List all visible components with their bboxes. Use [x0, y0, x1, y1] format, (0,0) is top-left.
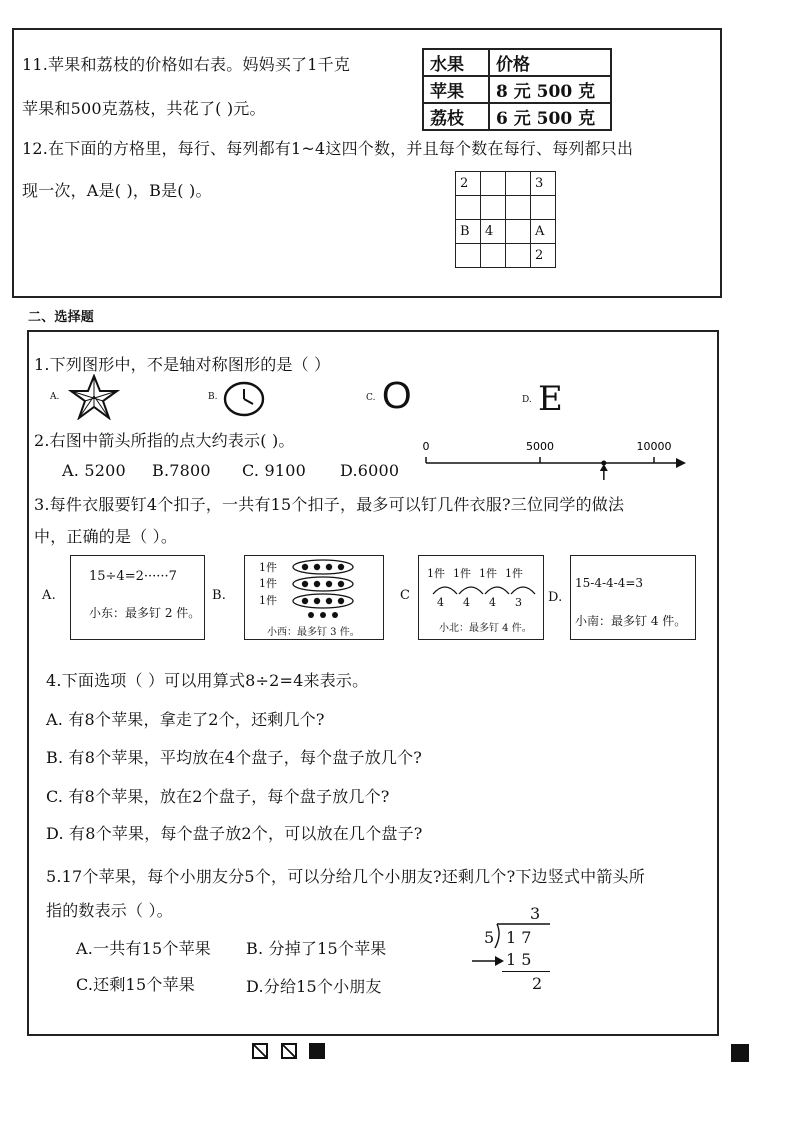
grid-cell — [456, 196, 481, 220]
price-cell: 价格 — [489, 49, 611, 76]
grid-cell: 2 — [531, 244, 556, 268]
tick-label: 5000 — [526, 440, 554, 453]
grid-cell: B — [456, 220, 481, 244]
grid-cell — [481, 196, 506, 220]
grid-cell — [506, 220, 531, 244]
price-table — [422, 48, 612, 131]
q1-text: 1.下列图形中，不是轴对称图形的是（ ） — [34, 355, 331, 374]
b-caption: 小西：最多钉 3 件。 — [267, 627, 360, 638]
q3-option-a-box — [70, 555, 205, 640]
d-caption: 小南：最多钉 4 件。 — [575, 614, 687, 628]
q1-label-b: B. — [208, 392, 218, 402]
star-icon — [68, 374, 120, 420]
tick-label: 10000 — [636, 440, 672, 453]
q3-label-b: B. — [212, 588, 227, 603]
grid-cell: 4 — [481, 220, 506, 244]
grid-cell — [506, 196, 531, 220]
c-item-label: 1件 — [479, 567, 497, 580]
q1-label-d: D. — [522, 395, 532, 405]
c-number: 4 — [463, 596, 470, 609]
q3-option-c-box — [418, 555, 544, 640]
q2-option-c: C. 9100 — [242, 461, 306, 480]
number-line — [404, 436, 694, 482]
c-item-label: 1件 — [453, 567, 471, 580]
price-cell: 8 元 500 克 — [489, 76, 611, 103]
grid-cell: 3 — [531, 172, 556, 196]
price-cell: 6 元 500 克 — [489, 103, 611, 130]
grid-cell — [506, 244, 531, 268]
q2-option-b: B.7800 — [152, 461, 211, 480]
q11-line2: 苹果和500克荔枝，共花了( )元。 — [22, 99, 266, 118]
a-caption: 小东：最多钉 2 件。 — [89, 606, 201, 620]
hatched-square-icon — [281, 1043, 297, 1059]
division-divisor: 5 — [484, 928, 495, 947]
number-grid — [455, 171, 556, 268]
d-calc: 15-4-4-4=3 — [575, 576, 644, 590]
hatched-square-icon — [252, 1043, 268, 1059]
c-item-label: 1件 — [427, 567, 445, 580]
c-number: 4 — [489, 596, 496, 609]
q2-option-d: D.6000 — [340, 461, 400, 480]
price-cell: 苹果 — [423, 76, 489, 103]
division-product: 1 5 — [506, 950, 532, 969]
grid-cell — [531, 196, 556, 220]
c-number: 4 — [437, 596, 444, 609]
q5-option-c: C.还剩15个苹果 — [76, 975, 195, 994]
c-number: 3 — [515, 596, 522, 609]
filled-square-icon — [731, 1044, 749, 1062]
q5-option-a: A.一共有15个苹果 — [76, 939, 212, 958]
filled-square-icon — [309, 1043, 325, 1059]
grid-cell — [506, 172, 531, 196]
q3-label-a: A. — [42, 588, 56, 603]
grid-cell — [481, 172, 506, 196]
q2-option-a: A. 5200 — [62, 461, 126, 480]
b-item-label: 1件 — [259, 577, 277, 590]
q3-option-d-box — [570, 555, 696, 640]
q1-label-a: A. — [50, 392, 60, 402]
division-line — [502, 971, 550, 972]
q3-label-d: D. — [548, 590, 563, 605]
arrow-right-icon — [470, 954, 506, 968]
grid-cell — [456, 244, 481, 268]
q5-line1: 5.17个苹果，每个小朋友分5个，可以分给几个小朋友?还剩几个?下边竖式中箭头所 — [46, 867, 645, 886]
q12-line1: 12.在下面的方格里，每行、每列都有1~4这四个数，并且每个数在每行、每列都只出 — [22, 139, 634, 158]
q5-option-d: D.分给15个小朋友 — [246, 977, 382, 996]
q4-option-a: A. 有8个苹果，拿走了2个，还剩几个? — [46, 710, 325, 729]
arcs-icon — [429, 578, 539, 598]
q5-line2: 指的数表示（ ）。 — [46, 901, 173, 920]
b-item-label: 1件 — [259, 594, 277, 607]
letter-e: E — [538, 379, 563, 419]
clock-icon — [222, 380, 266, 418]
q4-option-b: B. 有8个苹果，平均放在4个盘子，每个盘子放几个? — [46, 748, 423, 767]
grid-cell: A — [531, 220, 556, 244]
q11-line1: 11.苹果和荔枝的价格如右表。妈妈买了1千克 — [22, 55, 351, 74]
button-groups-icon — [287, 558, 377, 620]
q3-line2: 中，正确的是（ ）。 — [34, 527, 178, 546]
a-calc: 15÷4=2······7 — [89, 569, 177, 584]
tick-label: 0 — [422, 440, 430, 453]
b-item-label: 1件 — [259, 561, 277, 574]
q4-option-c: C. 有8个苹果，放在2个盘子，每个盘子放几个? — [46, 787, 390, 806]
c-caption: 小北：最多钉 4 件。 — [439, 623, 532, 634]
q3-line1: 3.每件衣服要钉4个扣子，一共有15个扣子，最多可以钉几件衣服?三位同学的做法 — [34, 495, 625, 514]
grid-cell: 2 — [456, 172, 481, 196]
c-item-label: 1件 — [505, 567, 523, 580]
q4-option-d: D. 有8个苹果，每个盘子放2个，可以放在几个盘子? — [46, 824, 423, 843]
division-quotient: 3 — [530, 904, 541, 923]
q2-text: 2.右图中箭头所指的点大约表示( )。 — [34, 431, 295, 450]
division-dividend: 1 7 — [506, 928, 532, 947]
long-division — [470, 902, 560, 998]
q4-text: 4.下面选项（ ）可以用算式8÷2=4来表示。 — [46, 671, 369, 690]
price-cell: 荔枝 — [423, 103, 489, 130]
q5-option-b: B. 分掉了15个苹果 — [246, 939, 387, 958]
grid-cell — [481, 244, 506, 268]
price-cell: 水果 — [423, 49, 489, 76]
q3-label-c: C — [400, 588, 411, 603]
q3-option-b-box — [244, 555, 384, 640]
section2-heading: 二、选择题 — [28, 310, 95, 325]
q1-label-c: C. — [366, 393, 376, 403]
q12-line2: 现一次，A是( )，B是( )。 — [22, 181, 212, 200]
division-remainder: 2 — [532, 974, 543, 993]
letter-o: O — [382, 375, 412, 417]
